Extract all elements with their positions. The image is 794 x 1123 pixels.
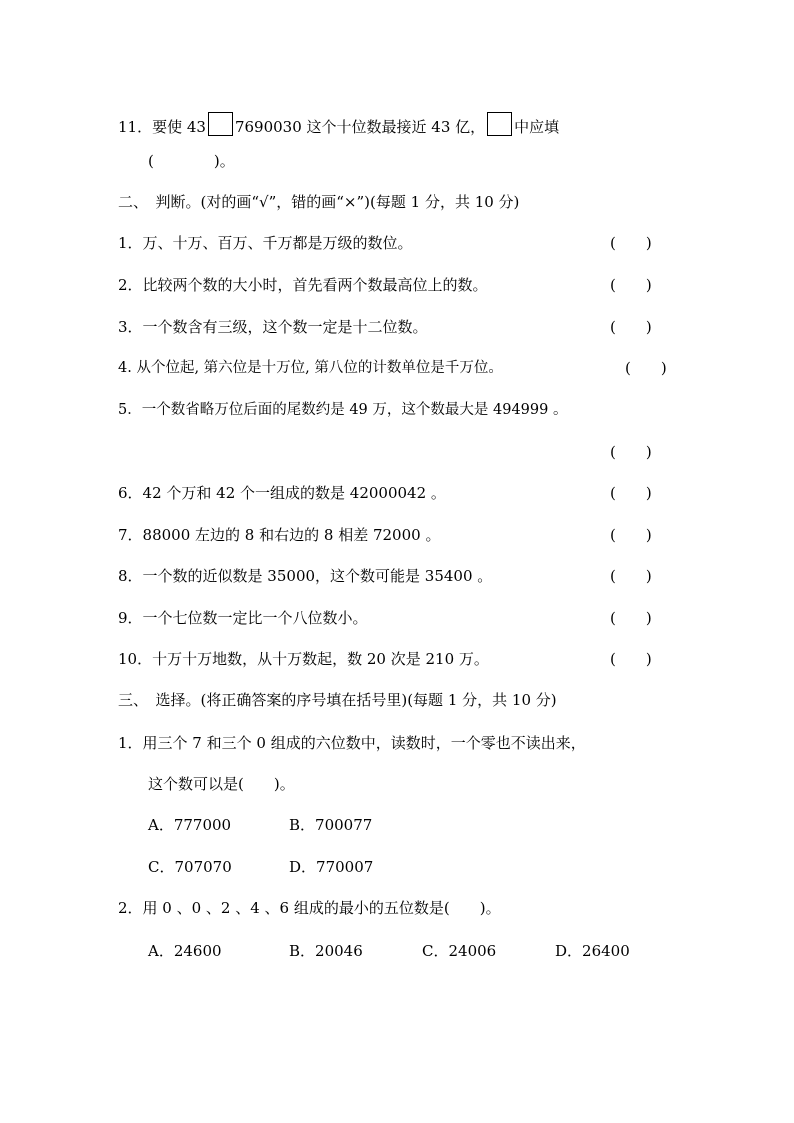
answer-blank[interactable]: ( )。 bbox=[148, 152, 235, 170]
option-c[interactable]: C．707070 bbox=[148, 858, 232, 876]
answer-paren-7[interactable]: ( ) bbox=[610, 526, 652, 544]
question-11-part1: 11．要使 43 bbox=[118, 118, 206, 136]
section-3-header: 三、 选择。(将正确答案的序号填在括号里)(每题 1 分，共 10 分) bbox=[118, 691, 557, 709]
option-a[interactable]: A．777000 bbox=[148, 816, 232, 834]
answer-box-reference bbox=[487, 112, 512, 136]
answer-box[interactable] bbox=[208, 112, 233, 136]
choice-question-1-line1: 1．用三个 7 和三个 0 组成的六位数中，读数时，一个零也不读出来， bbox=[118, 734, 586, 752]
option-c[interactable]: C．24006 bbox=[422, 942, 497, 960]
judge-item-2: 2．比较两个数的大小时，首先看两个数最高位上的数。 bbox=[118, 276, 488, 294]
question-11-part2: 7690030 这个十位数最接近 43 亿， bbox=[234, 118, 486, 136]
judge-item-7: 7．88000 左边的 8 和右边的 8 相差 72000 。 bbox=[118, 526, 441, 544]
option-d[interactable]: D．26400 bbox=[555, 942, 630, 960]
answer-paren-4[interactable]: ( ) bbox=[625, 359, 667, 377]
judge-item-8: 8．一个数的近似数是 35000，这个数可能是 35400 。 bbox=[118, 567, 493, 585]
judge-item-3: 3．一个数含有三级，这个数一定是十二位数。 bbox=[118, 318, 428, 336]
answer-paren-6[interactable]: ( ) bbox=[610, 484, 652, 502]
judge-item-4: 4. 从个位起, 第六位是十万位, 第八位的计数单位是千万位。 bbox=[118, 360, 503, 376]
judge-item-10: 10．十万十万地数，从十万数起，数 20 次是 210 万。 bbox=[118, 650, 489, 668]
option-b[interactable]: B．20046 bbox=[289, 942, 363, 960]
answer-paren-3[interactable]: ( ) bbox=[610, 318, 652, 336]
option-d[interactable]: D．770007 bbox=[289, 858, 374, 876]
option-a[interactable]: A．24600 bbox=[148, 942, 222, 960]
section-2-header: 二、 判断。(对的画“√”，错的画“×”)(每题 1 分，共 10 分) bbox=[118, 193, 520, 211]
answer-paren-2[interactable]: ( ) bbox=[610, 276, 652, 294]
answer-paren-1[interactable]: ( ) bbox=[610, 234, 652, 252]
choice-question-2-line1: 2．用 0 、0 、2 、4 、6 组成的最小的五位数是( )。 bbox=[118, 899, 501, 917]
question-11-part3: 中应填 bbox=[514, 118, 560, 136]
judge-item-1: 1．万、十万、百万、千万都是万级的数位。 bbox=[118, 234, 413, 252]
answer-paren-9[interactable]: ( ) bbox=[610, 609, 652, 627]
question-11 bbox=[118, 112, 559, 137]
choice-question-1-line2: 这个数可以是( )。 bbox=[148, 775, 295, 793]
option-b[interactable]: B．700077 bbox=[289, 816, 373, 834]
answer-paren-5[interactable]: ( ) bbox=[610, 443, 652, 461]
answer-paren-8[interactable]: ( ) bbox=[610, 567, 652, 585]
answer-paren-10[interactable]: ( ) bbox=[610, 650, 652, 668]
judge-item-9: 9．一个七位数一定比一个八位数小。 bbox=[118, 609, 368, 627]
judge-item-6: 6．42 个万和 42 个一组成的数是 42000042 。 bbox=[118, 484, 446, 502]
judge-item-5: 5．一个数省略万位后面的尾数约是 49 万，这个数最大是 494999 。 bbox=[118, 402, 568, 418]
